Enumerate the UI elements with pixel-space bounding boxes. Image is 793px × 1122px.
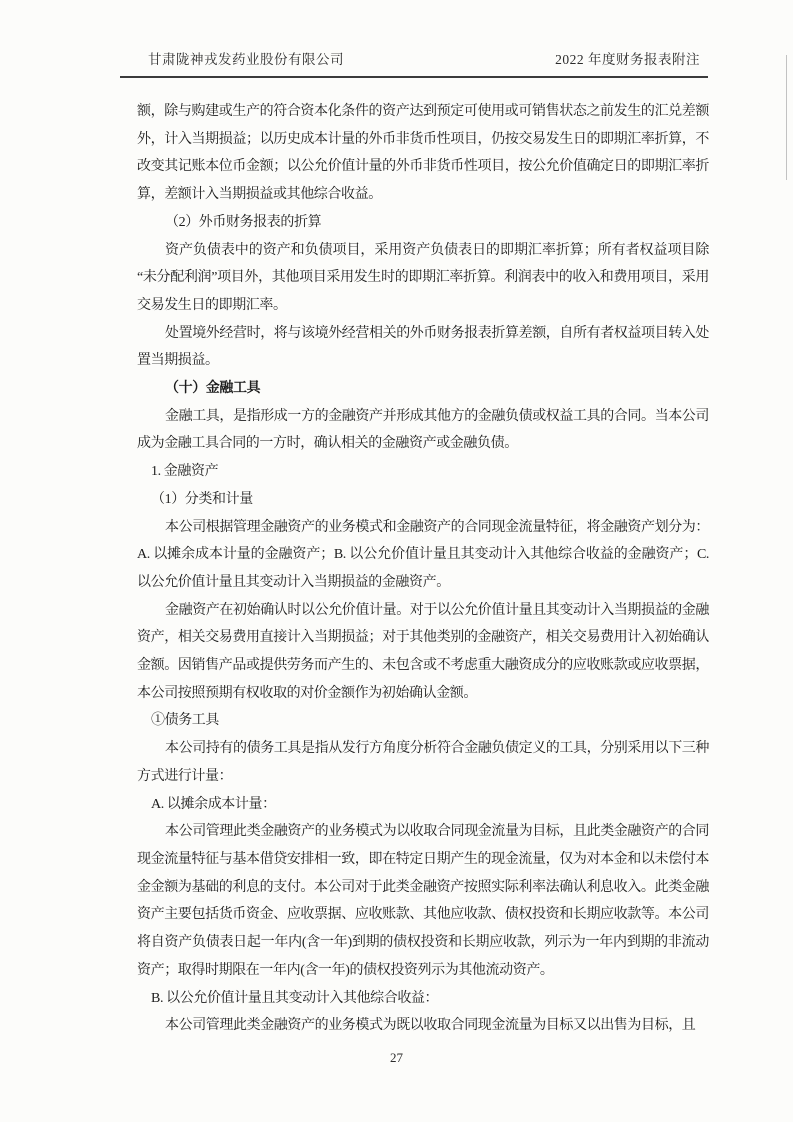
section-heading: （十）金融工具: [165, 381, 261, 397]
paragraph: 金融资产在初始确认时以公允价值计量。对于以公允价值计量且其变动计入当期损益的金融资产，相关交易费用直接计入当期损益；对于其他类别的金融资产，相关交易费用计入初始确认金额。因销售产品或提供劳务而产生的、未包含或不考虑重大融资成分的应收账款或应收票据，本公司按照预期有权收取的对价金额作为初始确认金额。: [137, 602, 709, 701]
section-heading: （2）外币财务报表的折算: [165, 214, 322, 230]
paragraph: 金融工具，是指形成一方的金融资产并形成其他方的金融负债或权益工具的合同。当本公司成为金融工具合同的一方时，确认相关的金融资产或金融负债。: [137, 408, 709, 452]
page-footer: [0, 1050, 793, 1066]
document-body: [137, 98, 709, 1040]
header-rule: [120, 76, 708, 78]
paragraph: 本公司根据管理金融资产的业务模式和金融资产的合同现金流量特征，将金融资产划分为：A. 以摊余成本计量的金融资产；B. 以公允价值计量且其变动计入其他综合收益的金融资产；C. 以公允价值计量且其变动计入当期损益的金融资产。: [137, 519, 709, 590]
paragraph: 本公司管理此类金融资产的业务模式为既以收取合同现金流量为目标又以出售为目标，且: [165, 1018, 696, 1034]
paragraph: 额，除与购建或生产的符合资本化条件的资产达到预定可使用或可销售状态之前发生的汇兑差额外，计入当期损益；以历史成本计量的外币非货币性项目，仍按交易发生日的即期汇率折算，不改变其记账本位币金额；以公允价值计量的外币非货币性项目，按公允价值确定日的即期汇率折算，差额计入当期损益或其他综合收益。: [137, 104, 709, 203]
section-heading: B. 以公允价值计量且其变动计入其他综合收益：: [151, 990, 439, 1006]
paragraph: 资产负债表中的资产和负债项目，采用资产负债表日的即期汇率折算；所有者权益项目除“未分配利润”项目外，其他项目采用发生时的即期汇率折算。利润表中的收入和费用项目，采用交易发生日的即期汇率。: [137, 242, 709, 313]
section-heading: A. 以摊余成本计量：: [151, 796, 276, 812]
scan-artifact: [786, 55, 787, 180]
paragraph: 本公司管理此类金融资产的业务模式为以收取合同现金流量为目标，且此类金融资产的合同现金流量特征与基本借贷安排相一致，即在特定日期产生的现金流量，仅为对本金和以未偿付本金金额为基础的利息的支付。本公司对于此类金融资产按照实际利率法确认利息收入。此类金融资产主要包括货币资金、应收票据、应收账款、其他应收款、债权投资和长期应收款等。本公司将自资产负债表日起一年内(含一年)到期的债权投资和长期应收款，列示为一年内到期的非流动资产；取得时期限在一年内(含一年)的债权投资列示为其他流动资产。: [137, 824, 709, 978]
paragraph: 本公司持有的债务工具是指从发行方角度分析符合金融负债定义的工具，分别采用以下三种方式进行计量：: [137, 741, 709, 784]
page-header: [120, 48, 708, 68]
section-heading: 1. 金融资产: [151, 464, 219, 480]
page-number: 27: [390, 1050, 403, 1065]
section-heading: （1）分类和计量: [151, 491, 253, 507]
paragraph: 处置境外经营时，将与该境外经营相关的外币财务报表折算差额，自所有者权益项目转入处置当期损益。: [137, 325, 709, 369]
section-heading: ①债务工具: [151, 713, 219, 729]
report-title: 2022 年度财务报表附注: [555, 52, 700, 67]
company-name: 甘肃陇神戎发药业股份有限公司: [148, 52, 344, 67]
